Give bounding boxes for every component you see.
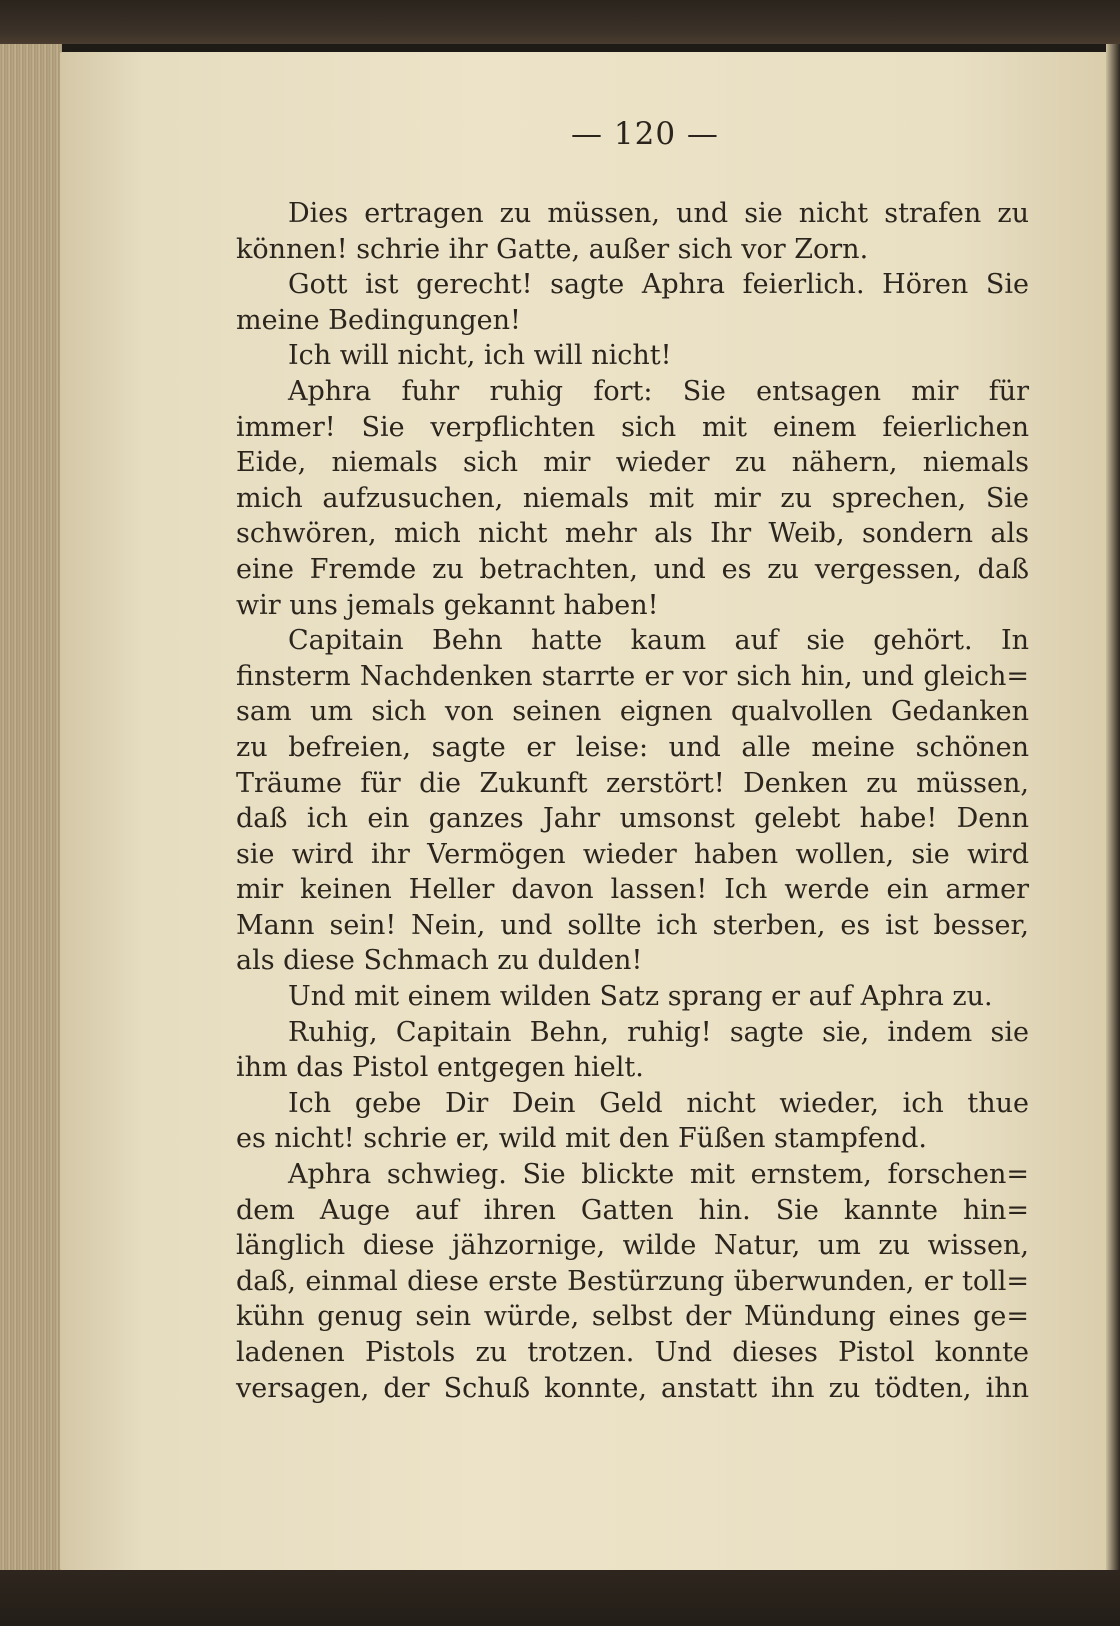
text-line: Träume für die Zukunft zerstört! Denken zu müssen,	[236, 767, 1029, 799]
text-line: Dies ertragen zu müssen, und sie nicht strafen zu	[288, 198, 1029, 229]
text-line: Eide, niemals sich mir wieder zu nähern, niemals	[236, 447, 1029, 479]
text-line: versagen, der Schuß konnte, anstatt ihn zu tödten, ihn	[236, 1372, 1029, 1404]
text-line: Ich gebe Dir Dein Geld nicht wieder, ich thue	[288, 1087, 1029, 1119]
text-line: länglich diese jähzornige, wilde Natur, um zu wissen,	[236, 1230, 1029, 1262]
text-line: immer! Sie verpflichten sich mit einem feierlichen	[236, 411, 1029, 443]
text-line: meine Bedingungen!	[236, 304, 521, 336]
text-line: finsterm Nachdenken starrte er vor sich hin, und gleich=	[236, 660, 1029, 692]
text-line: wir uns jemals gekannt haben!	[236, 589, 659, 621]
text-line: schwören, mich nicht mehr als Ihr Weib, sondern als	[236, 518, 1029, 550]
text-line: Aphra schwieg. Sie blickte mit ernstem, forschen=	[288, 1159, 1029, 1191]
body-text	[236, 196, 1029, 1406]
book-cover-top	[0, 0, 1120, 44]
text-line: sie wird ihr Vermögen wieder haben wollen, sie wird	[236, 838, 1029, 870]
text-line: sam um sich von seinen eignen qualvollen Gedanken	[236, 696, 1029, 728]
text-line: Ich will nicht, ich will nicht!	[288, 340, 672, 372]
text-line: können! schrie ihr Gatte, außer sich vor Zorn.	[236, 233, 869, 265]
text-line: es nicht! schrie er, wild mit den Füßen stampfend.	[236, 1123, 927, 1155]
text-line: zu befreien, sagte er leise: und alle meine schönen	[236, 731, 1029, 763]
text-line: daß, einmal diese erste Bestürzung überwunden, er toll=	[236, 1265, 1029, 1297]
text-line: daß ich ein ganzes Jahr umsonst gelebt habe! Denn	[236, 803, 1029, 835]
text-line: Und mit einem wilden Satz sprang er auf Aphra zu.	[288, 981, 993, 1013]
text-line: eine Fremde zu betrachten, und es zu vergessen, daß	[236, 553, 1029, 585]
text-line: mir keinen Heller davon lassen! Ich werde ein armer	[236, 874, 1029, 906]
text-line: kühn genug sein würde, selbst der Mündung eines ge=	[236, 1301, 1029, 1333]
page-number: — 120 —	[571, 116, 719, 152]
text-line: Aphra fuhr ruhig fort: Sie entsagen mir für	[288, 375, 1029, 407]
book-cover-bottom	[0, 1570, 1120, 1626]
text-line: als diese Schmach zu dulden!	[236, 945, 643, 977]
text-line: ihm das Pistol entgegen hielt.	[236, 1052, 644, 1084]
text-line: dem Auge auf ihren Gatten hin. Sie kannte hin=	[236, 1194, 1029, 1226]
text-line: Ruhig, Capitain Behn, ruhig! sagte sie, indem sie	[288, 1016, 1029, 1048]
text-line: Mann sein! Nein, und sollte ich sterben, es ist besser,	[236, 909, 1029, 941]
book-cover-right	[1106, 44, 1120, 1570]
text-line: Capitain Behn hatte kaum auf sie gehört. In	[288, 625, 1029, 657]
page-edges	[0, 44, 62, 1570]
text-line: ladenen Pistols zu trotzen. Und dieses Pistol konnte	[236, 1337, 1029, 1368]
text-line: Gott ist gerecht! sagte Aphra feierlich. Hören Sie	[288, 269, 1029, 301]
text-line: mich aufzusuchen, niemals mit mir zu sprechen, Sie	[236, 482, 1029, 514]
